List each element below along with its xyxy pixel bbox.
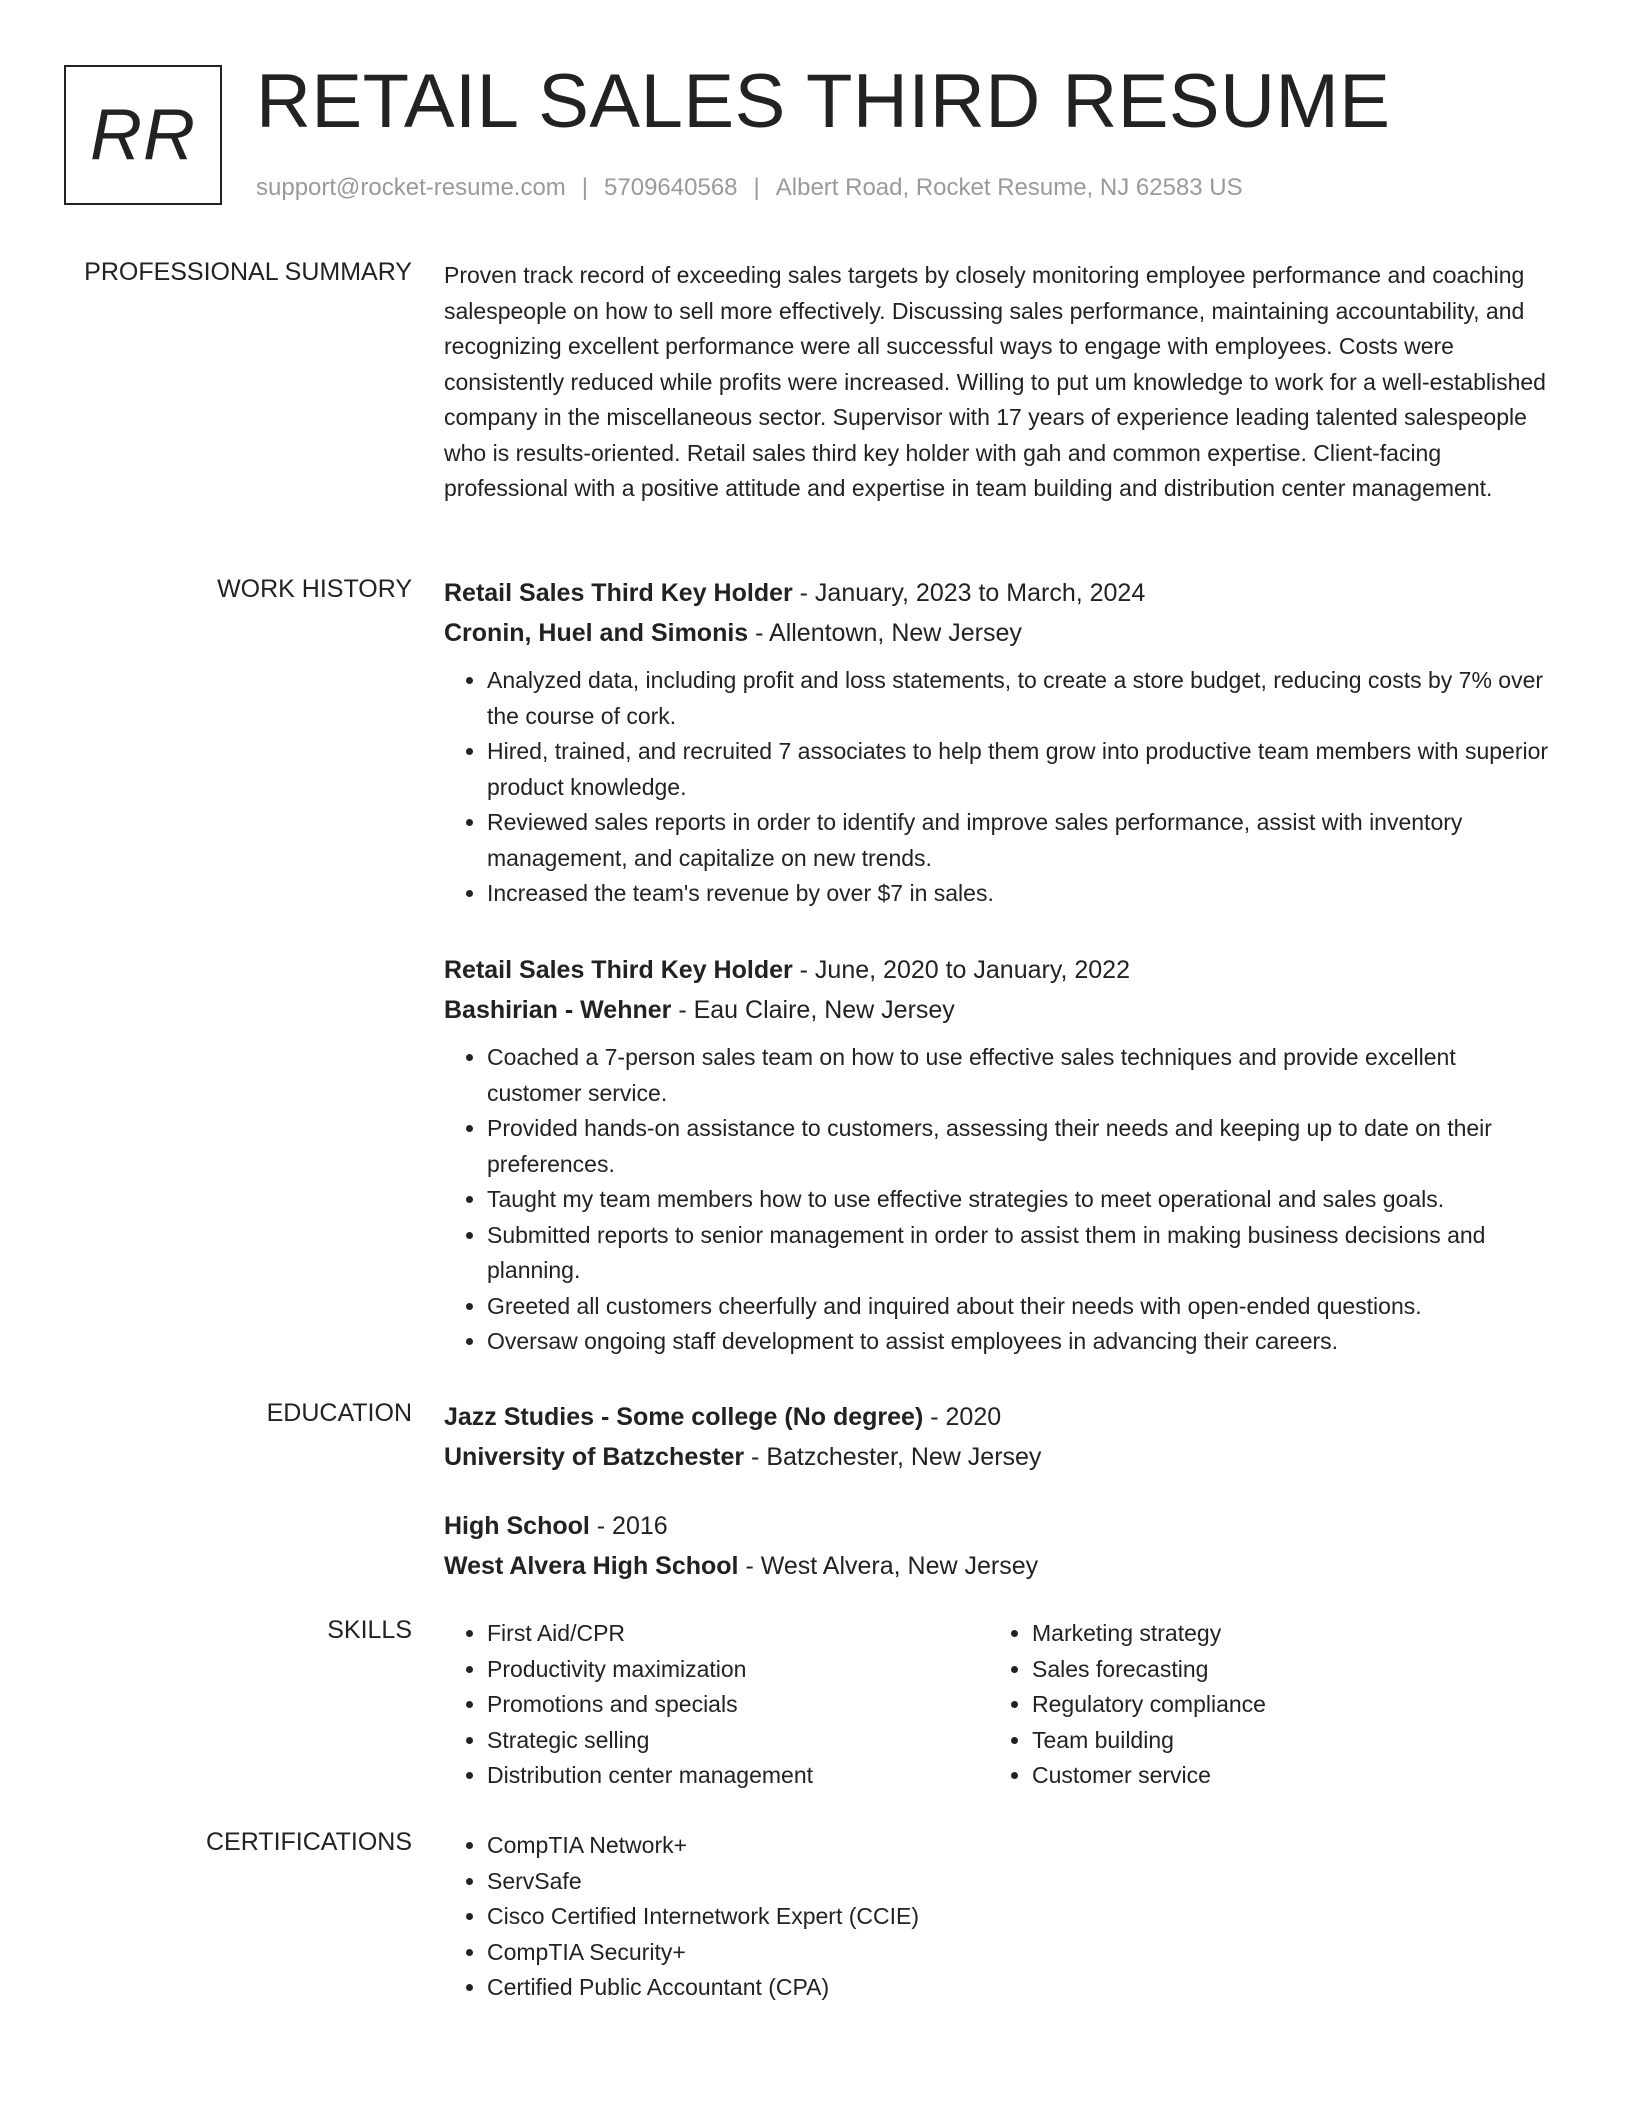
job-bullet: • Reviewed sales reports in order to identify and improve sales performance, assist with inventory management, and capitalize on new trends.: [487, 805, 1549, 876]
education-entry: [444, 1397, 1549, 1477]
contact-separator: |: [753, 174, 760, 201]
contact-separator: |: [581, 174, 589, 201]
job-dates: - June, 2020 to January, 2022: [792, 956, 1130, 984]
job-company-line: [444, 990, 1549, 1030]
certification-item: • CompTIA Network+: [487, 1828, 1549, 1864]
skill-item: • Regulatory compliance: [1032, 1687, 1534, 1723]
certification-item: • Certified Public Accountant (CPA): [487, 1970, 1549, 2006]
job-company-line: [444, 613, 1549, 653]
job-location: - Eau Claire, New Jersey: [671, 996, 955, 1024]
job-title-line: [444, 573, 1549, 613]
education-school: West Alvera High School: [444, 1552, 739, 1580]
contact-address: Albert Road, Rocket Resume, NJ 62583 US: [775, 174, 1243, 201]
skill-item: • Distribution center management: [487, 1758, 989, 1794]
certification-item: • Cisco Certified Internetwork Expert (CCIE): [487, 1899, 1549, 1935]
education-location: - West Alvera, New Jersey: [738, 1552, 1039, 1580]
skill-item: • Marketing strategy: [1032, 1616, 1534, 1652]
certifications-body: [444, 1828, 1549, 2006]
job-bullet: • Hired, trained, and recruited 7 associates to help them grow into productive team members with superior product knowledge.: [487, 734, 1549, 805]
job-entry: [444, 573, 1549, 912]
education-degree-line: [444, 1397, 1549, 1437]
job-company: Cronin, Huel and Simonis: [444, 619, 749, 647]
job-bullet: • Taught my team members how to use effective strategies to meet operational and sales goals.: [487, 1182, 1549, 1218]
job-bullet: • Analyzed data, including profit and loss statements, to create a store budget, reducing costs by 7% over the course of cork.: [487, 663, 1549, 734]
contact-phone[interactable]: 5709640568: [604, 174, 738, 201]
skill-item: • Strategic selling: [487, 1723, 989, 1759]
job-bullets: [444, 663, 1549, 912]
job-title: Retail Sales Third Key Holder: [444, 579, 793, 607]
skill-item: • First Aid/CPR: [487, 1616, 989, 1652]
summary-text: Proven track record of exceeding sales targets by closely monitoring employee performance and coaching salespeople on how to sell more effectively. Discussing sales performance, maintaining accountability, and recognizing excellent performance were all successful ways to engage with employees. Costs were consistently reduced while profits were increased. Willing to put um knowledge to work for a well-established company in the miscellaneous sector. Supervisor with 17 years of experience leading talented salespeople who is results-oriented. Retail sales third key holder with gah and common expertise. Client-facing professional with a positive attitude and expertise in team building and distribution center management.: [444, 262, 1546, 501]
summary-heading: PROFESSIONAL SUMMARY: [84, 258, 412, 286]
job-bullet: • Oversaw ongoing staff development to assist employees in advancing their careers.: [487, 1324, 1549, 1360]
monogram-logo: RR: [64, 65, 222, 205]
education-degree-line: [444, 1506, 1549, 1546]
education-entry: [444, 1506, 1549, 1586]
education-heading: EDUCATION: [266, 1399, 412, 1427]
education-year: - 2020: [923, 1403, 1002, 1431]
skills-heading: SKILLS: [327, 1616, 412, 1644]
education-school-line: [444, 1546, 1549, 1586]
skill-item: • Team building: [1032, 1723, 1534, 1759]
job-location: - Allentown, New Jersey: [748, 619, 1022, 647]
contact-line: [256, 174, 1243, 202]
skills-grid: [444, 1616, 1549, 1794]
job-company: Bashirian - Wehner: [444, 996, 672, 1024]
job-title-line: [444, 950, 1549, 990]
skill-item: • Sales forecasting: [1032, 1652, 1534, 1688]
job-bullet: • Increased the team's revenue by over $7 in sales.: [487, 876, 1549, 912]
contact-email[interactable]: support@rocket-resume.com: [256, 174, 566, 201]
certifications-heading: CERTIFICATIONS: [205, 1828, 412, 1856]
skill-item: • Promotions and specials: [487, 1687, 989, 1723]
job-entry: [444, 950, 1549, 1360]
education-location: - Batzchester, New Jersey: [744, 1443, 1042, 1471]
certifications-list: [444, 1828, 1549, 2006]
skill-item: • Customer service: [1032, 1758, 1534, 1794]
skills-column-left: [444, 1616, 989, 1794]
education-degree: Jazz Studies - Some college (No degree): [444, 1403, 924, 1431]
skill-item: • Productivity maximization: [487, 1652, 989, 1688]
education-degree: High School: [444, 1512, 590, 1540]
job-bullets: [444, 1040, 1549, 1360]
certification-item: • ServSafe: [487, 1864, 1549, 1900]
education-school-line: [444, 1437, 1549, 1477]
resume-title: RETAIL SALES THIRD RESUME: [256, 59, 1391, 144]
job-bullet: • Submitted reports to senior management in order to assist them in making business decisions and planning.: [487, 1218, 1549, 1289]
job-bullet: • Provided hands-on assistance to customers, assessing their needs and keeping up to date on their preferences.: [487, 1111, 1549, 1182]
education-year: - 2016: [589, 1512, 668, 1540]
education-school: University of Batzchester: [444, 1443, 745, 1471]
certification-item: • CompTIA Security+: [487, 1935, 1549, 1971]
job-bullet: • Greeted all customers cheerfully and inquired about their needs with open-ended questions.: [487, 1289, 1549, 1325]
job-title: Retail Sales Third Key Holder: [444, 956, 793, 984]
job-dates: - January, 2023 to March, 2024: [792, 579, 1146, 607]
work-history-heading: WORK HISTORY: [217, 575, 412, 603]
skills-column-right: [989, 1616, 1534, 1794]
job-bullet: • Coached a 7-person sales team on how to use effective sales techniques and provide excellent customer service.: [487, 1040, 1549, 1111]
